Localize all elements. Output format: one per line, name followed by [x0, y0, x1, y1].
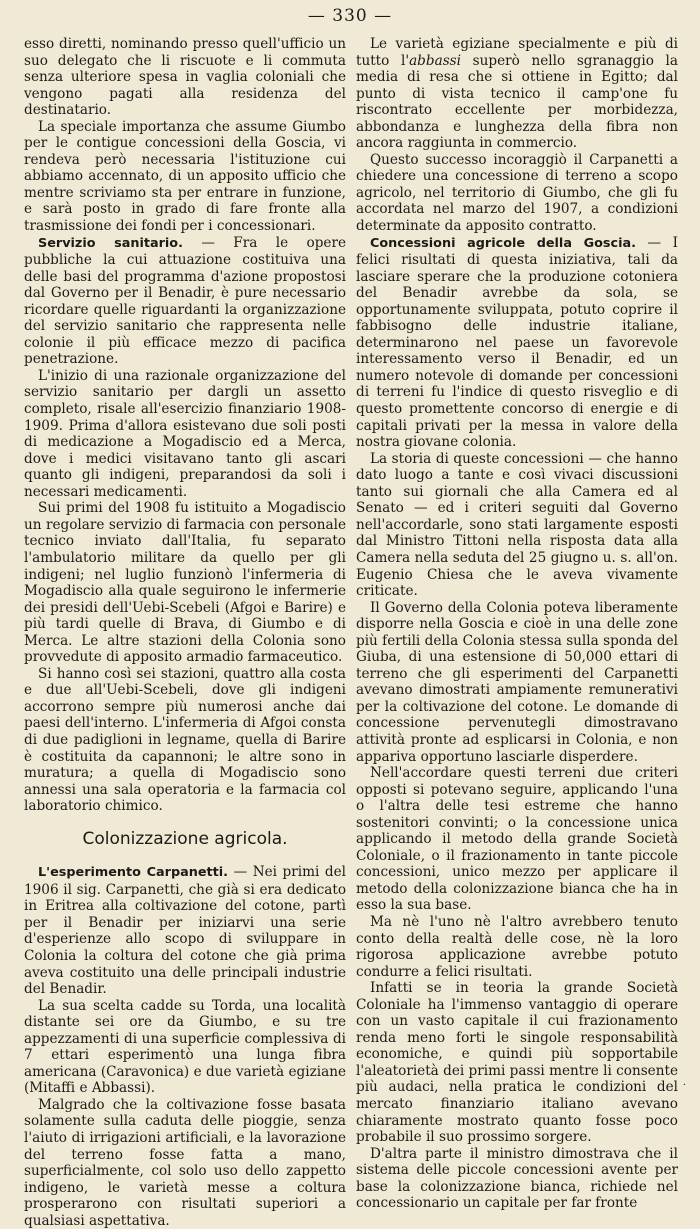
paragraph: esso diretti, nominando presso quell'ufficio un suo delegato che li riscuote e li commuta senza ulteriore spesa in vaglia coloniali che vengono pagati alla residenza del destinatario.	[24, 36, 346, 119]
right-column	[356, 36, 678, 1212]
run-in-heading-esperimento-carpanetti: L'esperimento Carpanetti.	[38, 865, 229, 881]
paragraph: La storia di queste concessioni — che hanno dato luogo a tante e così vivaci discussioni tanto sui giornali che alla Camera ed al Senato — ed i criteri seguiti dal Governo nell'accordarle, sono stati largamente esposti dal Ministro Tittoni nella risposta data alla Camera nella seduta del 25 giugno u. s. all'on. Eugenio Chiesa che le aveva vivamente criticate.	[356, 450, 678, 600]
left-column	[24, 36, 346, 1229]
paragraph-text: superò nello sgranaggio la media di resa che si ottiene in Egitto; dal punto di vista tecnico il camp'one fu riscontrato eccellente per morbidezza, abbondanza e lunghezza della fibra non ancora raggiunta in commercio.	[356, 52, 679, 152]
emphasis-abbassi: abbassi	[409, 52, 461, 69]
run-in-heading-servizio-sanitario: Servizio sanitario.	[38, 235, 183, 251]
paragraph: La speciale importanza che assume Giumbo per le contigue concessioni della Goscia, vi rendeva però necessaria l'istituzione cui abbiamo accennato, di un apposito ufficio che mentre scriviamo sta per entrare in funzione, e sarà posto in grado di fare fronte alla trasmissione dei fondi per i concessionari.	[24, 118, 346, 235]
footer-mark: ·	[682, 1080, 686, 1091]
paragraph-text: Le varietà egiziane specialmente e più di tutto l'	[356, 36, 678, 69]
section-title: Colonizzazione agricola.	[82, 828, 288, 849]
paragraph: Ma nè l'uno nè l'altro avrebbero tenuto conto della realtà delle cose, nè la loro rigorosa applicazione avrebbe potuto condurre a felici risultati.	[356, 913, 678, 980]
paragraph	[24, 235, 346, 368]
paragraph	[356, 36, 678, 152]
paragraph: L'inizio di una razionale organizzazione del servizio sanitario per dargli un assetto completo, risale all'esercizio finanziario 1908-1909. Prima d'allora esistevano due soli posti di medicazione a Mogadiscio ed a Merca, dove i medici visitavano tanto gli ascari quanto gli indigeni, preparandosi da soli i necessari medicamenti.	[24, 367, 346, 500]
paragraph	[356, 235, 678, 451]
page-number: — 330 —	[307, 6, 393, 26]
paragraph-body: — I felici risultati di questa iniziativa, tali da lasciare sperare che la produzione cotoniera del Benadir avrebbe da sola, se opportunamente sviluppata, potuto coprire il fabbisogno delle industrie italiane, determinarono nel paese un favorevole interessamento verso il Benadir, ed un numero notevole di domande per concessioni di terreni fu l'indice di questo risveglio e di questo promettente concorso di energie e di capitali privati per la messa in valore della nostra giovane colonia.	[356, 234, 678, 451]
paragraph-body: — Fra le opere pubbliche la cui attuazione costituiva una delle basi del programma d'azione propostosi dal Governo per il Benadir, è pure necessario ricordare quelle riguardanti la organizzazione del servizio sanitario che rappresenta nelle colonie il più efficace mezzo di pacifica penetrazione.	[24, 234, 346, 368]
paragraph: La sua scelta cadde su Torda, una località distante sei ore da Giumbo, e su tre appezzamenti di una superficie complessiva di 7 ettari esperimentò una lunga fibra americana (Caravonica) e due varietà egiziane (Mitaffi e Abbassi).	[24, 997, 346, 1097]
paragraph: Sui primi del 1908 fu istituito a Mogadiscio un regolare servizio di farmacia con personale tecnico inviato dall'Italia, fu separato l'ambulatorio militare da quello per gli indigeni; nel luglio funzionò l'infermeria di Mogadiscio alla quale seguirono le infermerie dei presidi dell'Uebi-Scebeli (Afgoi e Barire) e più tardi quelle di Brava, di Giumbo e di Merca. Le altre stazioni della Colonia sono provvedute di apposito armadio farmaceutico.	[24, 500, 346, 666]
paragraph: Si hanno così sei stazioni, quattro alla costa e due all'Uebi-Scebeli, dove gli indigeni accorrono sempre più numerosi anche dai paesi dell'interno. L'infermeria di Afgoi consta di due padiglioni in legname, quella di Barire è costituita da capannoni; le altre sono in muratura; a quella di Mogadiscio sono annessi una sala operatoria e la farmacia col laboratorio chimico.	[24, 665, 346, 815]
paragraph: D'altra parte il ministro dimostrava che il sistema delle piccole concessioni avente per base la colonizzazione bianca, richiede nel concessionario un capitale per far fronte	[356, 1145, 678, 1212]
paragraph: Il Governo della Colonia poteva liberamente disporre nella Goscia e cioè in una delle zone più fertili della Colonia stessa sulla sponda del Giuba, di una estensione di 50,000 ettari di terreno che gli esperimenti del Carpanetti avevano dimostrati ampiamente remunerativi per la coltivazione del cotone. Le domande di concessione pervenutegli dimostravano attività pronte ad esplicarsi in Colonia, e non appariva opportuno lasciarle disperdere.	[356, 599, 678, 765]
paragraph: Nell'accordare questi terreni due criteri opposti si potevano seguire, applicando l'una o l'altra delle tesi estreme che hanno sostenitori convinti; o la concessione unica applicando il metodo della grande Società Coloniale, o il frazionamento in tante piccole concessioni, unico mezzo per applicare il metodo della colonizzazione bianca che ha in esso la sua base.	[356, 765, 678, 914]
paragraph: Infatti se in teoria la grande Società Coloniale ha l'immenso vantaggio di operare con un vasto capitale il cui frazionamento renda meno forti le singole responsabilità economiche, e quindi più sopportabile l'aleatorietà dei primi passi mentre li consente più audaci, nella pratica le condizioni del mercato finanziario italiano avevano chiaramente mostrato quanto fosse poco probabile il suo prossimo sorgere.	[356, 980, 678, 1146]
paragraph-body: — Nei primi del 1906 il sig. Carpanetti, che già si era dedicato in Eritrea alla coltivazione del cotone, partì per il Benadir per iniziarvi una serie d'esperienze allo scopo di sviluppare in Colonia la coltura del cotone che già prima aveva costituito una delle principali industrie del Benadir.	[24, 864, 346, 998]
paragraph	[24, 864, 346, 997]
paragraph: Malgrado che la coltivazione fosse basata solamente sulla caduta delle pioggie, senza l'aiuto di irrigazioni artificiali, e la lavorazione del terreno fosse fatta a mano, superficialmente, col solo uso dello zappetto indigeno, le varietà messe a coltura prosperarono con risultati superiori a qualsiasi aspettativa.	[24, 1096, 346, 1229]
run-in-heading-concessioni-goscia: Concessioni agricole della Goscia.	[370, 235, 636, 251]
paragraph: Questo successo incoraggiò il Carpanetti a chiedere una concessione di terreno a scopo agricolo, nel territorio di Giumbo, che gli fu accordata nel marzo del 1907, a condizioni determinate da apposito contratto.	[356, 151, 678, 235]
